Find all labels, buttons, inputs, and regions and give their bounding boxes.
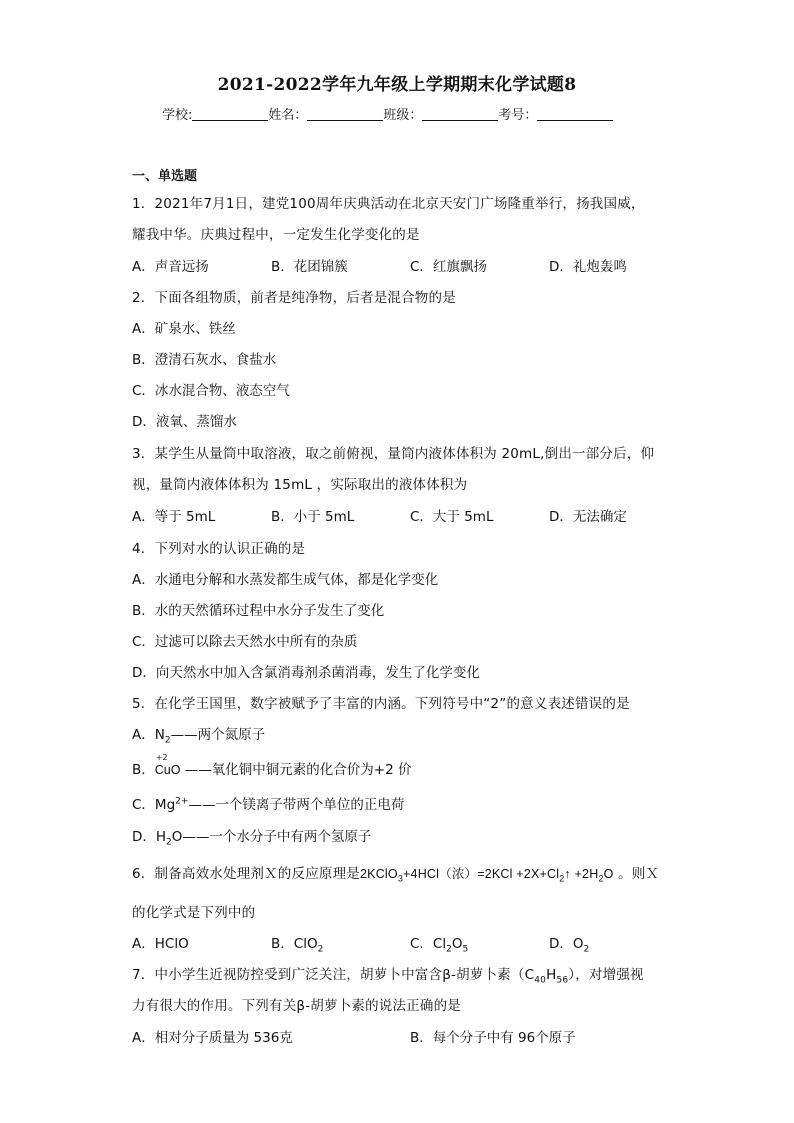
q6-eq-part4: O <box>603 867 614 881</box>
q5-option-d[interactable] <box>132 825 371 848</box>
q5-c-text: ——一个镁离子带两个单位的正电荷 <box>188 797 405 813</box>
q5-option-c[interactable] <box>132 793 404 813</box>
q6-eq-part2: +4HCl（浓）=2KCl +2X+Cl <box>403 867 560 881</box>
q5-b-formula: CuO <box>154 763 181 777</box>
name-blank[interactable] <box>307 107 383 121</box>
q3-option-d[interactable]: D．无法确定 <box>549 509 627 525</box>
q1-option-a[interactable]: A．声音远扬 <box>132 259 209 275</box>
q1-option-d[interactable]: D．礼炮轰鸣 <box>549 259 627 275</box>
q5-b-formula-wrap <box>154 753 181 778</box>
q4-stem: 4．下列对水的认识正确的是 <box>132 541 306 557</box>
q5-b-prefix: B． <box>132 762 155 778</box>
q7-option-b[interactable]: B．每个分子中有 96个原子 <box>410 1030 576 1046</box>
q7-line1-start: 7．中小学生近视防控受到广泛关注，胡萝卜中富含β-胡萝卜素（C <box>132 967 535 983</box>
q6-stem-line2: 的化学式是下列中的 <box>132 905 256 921</box>
q6-option-a[interactable]: A．HClO <box>132 936 189 952</box>
q5-a-prefix: A．N <box>132 727 165 743</box>
q1-stem-line2: 耀我中华。庆典过程中，一定发生化学变化的是 <box>132 227 420 243</box>
q6-c-prefix: C．Cl <box>410 936 447 952</box>
q6-c-mid: O <box>451 936 463 952</box>
q6-option-d[interactable] <box>549 932 589 955</box>
q4-option-d[interactable]: D．向天然水中加入含氯消毒剂杀菌消毒，发生了化学变化 <box>132 665 480 681</box>
q5-stem: 5．在化学王国里，数字被赋予了丰富的内涵。下列符号中“2”的意义表述错误的是 <box>132 696 630 712</box>
q6-d-prefix: D．O <box>549 936 584 952</box>
q6-eq-sub1: 3 <box>397 873 404 884</box>
q6-d-sub: 2 <box>583 944 590 955</box>
q6-option-c[interactable] <box>410 932 468 955</box>
q5-c-superscript: 2+ <box>175 796 189 807</box>
q6-eq-sub3: 2 <box>598 873 604 884</box>
name-label: 姓名： <box>268 108 308 123</box>
q1-option-c[interactable]: C．红旗飘扬 <box>410 259 487 275</box>
q6-option-b[interactable] <box>271 932 323 955</box>
q1-stem-line1: 1．2021年7月1日，建党100周年庆典活动在北京天安门广场隆重举行，扬我国威， <box>132 196 645 212</box>
q6-stem-end: 。则Ｘ <box>613 866 660 882</box>
q2-option-c[interactable]: C．冰水混合物、液态空气 <box>132 383 290 399</box>
student-info-row <box>162 104 613 123</box>
q5-a-text: ——两个氮原子 <box>170 727 266 743</box>
q7-stem-line1 <box>132 963 644 986</box>
q3-option-c[interactable]: C．大于 5mL <box>410 509 494 525</box>
q7-stem-line2: 力有很大的作用。下列有关β-胡萝卜素的说法正确的是 <box>132 998 461 1014</box>
q6-b-sub: 2 <box>317 944 324 955</box>
q5-b-valence: +2 <box>155 753 168 762</box>
q5-d-subscript: 2 <box>166 837 172 848</box>
q6-eq-part3: +2H <box>570 867 599 881</box>
q3-option-b[interactable]: B．小于 5mL <box>271 509 355 525</box>
q6-equation <box>360 867 614 884</box>
q5-b-text: ——氧化铜中铜元素的化合价为+2 价 <box>180 762 412 778</box>
q3-option-a[interactable]: A．等于 5mL <box>132 509 216 525</box>
q5-d-formula-rest: O <box>171 829 183 845</box>
q3-stem-line2: 视，量筒内液体体积为 15mL ，实际取出的液体体积为 <box>132 477 468 493</box>
q7-option-a[interactable]: A．相对分子质量为 536克 <box>132 1030 293 1046</box>
q6-stem-start: 6．制备高效水处理剂Ｘ的反应原理是 <box>132 866 360 882</box>
q6-eq-part1: 2KClO <box>360 867 398 881</box>
q7-line1-sub2: 56 <box>556 975 569 986</box>
q5-option-a[interactable] <box>132 723 265 746</box>
q5-option-b[interactable] <box>132 753 412 778</box>
school-blank[interactable] <box>192 107 268 121</box>
q6-eq-sub2: 2 <box>559 873 565 884</box>
q5-d-text: ——一个水分子中有两个氢原子 <box>182 829 372 845</box>
q4-option-b[interactable]: B．水的天然循环过程中水分子发生了变化 <box>132 603 385 619</box>
q3-stem-line1: 3．某学生从量筒中取溶液，取之前俯视，量筒内液体体积为 20mL,倒出一部分后，仰 <box>132 446 655 462</box>
school-label: 学校: <box>162 108 193 123</box>
exam-title: 2021-2022学年九年级上学期期末化学试题8 <box>217 75 577 95</box>
number-blank[interactable] <box>537 107 613 121</box>
q6-c-sub2: 5 <box>462 944 469 955</box>
section-title: 一、单选题 <box>132 169 198 184</box>
class-label: 班级： <box>383 108 423 123</box>
q2-option-d[interactable]: D．液氧、蒸馏水 <box>132 414 237 430</box>
q2-option-b[interactable]: B．澄清石灰水、食盐水 <box>132 352 277 368</box>
q5-c-prefix: C．Mg <box>132 797 176 813</box>
q4-option-c[interactable]: C．过滤可以除去天然水中所有的杂质 <box>132 634 358 650</box>
q6-stem-line1 <box>132 862 659 884</box>
q2-stem: 2．下面各组物质，前者是纯净物，后者是混合物的是 <box>132 290 456 306</box>
q4-option-a[interactable]: A．水通电分解和水蒸发都生成气体，都是化学变化 <box>132 572 439 588</box>
q5-d-prefix: D．H <box>132 829 167 845</box>
q6-eq-arrow: ↑ <box>564 867 571 881</box>
class-blank[interactable] <box>422 107 498 121</box>
q1-option-b[interactable]: B．花团锦簇 <box>271 259 348 275</box>
q7-line1-mid: H <box>546 967 557 983</box>
q5-a-subscript: 2 <box>164 735 171 746</box>
number-label: 考号： <box>498 108 538 123</box>
q6-c-sub1: 2 <box>446 944 452 955</box>
q7-line1-sub1: 40 <box>534 975 547 986</box>
q7-line1-end: ），对增强视 <box>568 967 644 983</box>
q2-option-a[interactable]: A．矿泉水、铁丝 <box>132 321 236 337</box>
q6-b-prefix: B．ClO <box>271 936 318 952</box>
